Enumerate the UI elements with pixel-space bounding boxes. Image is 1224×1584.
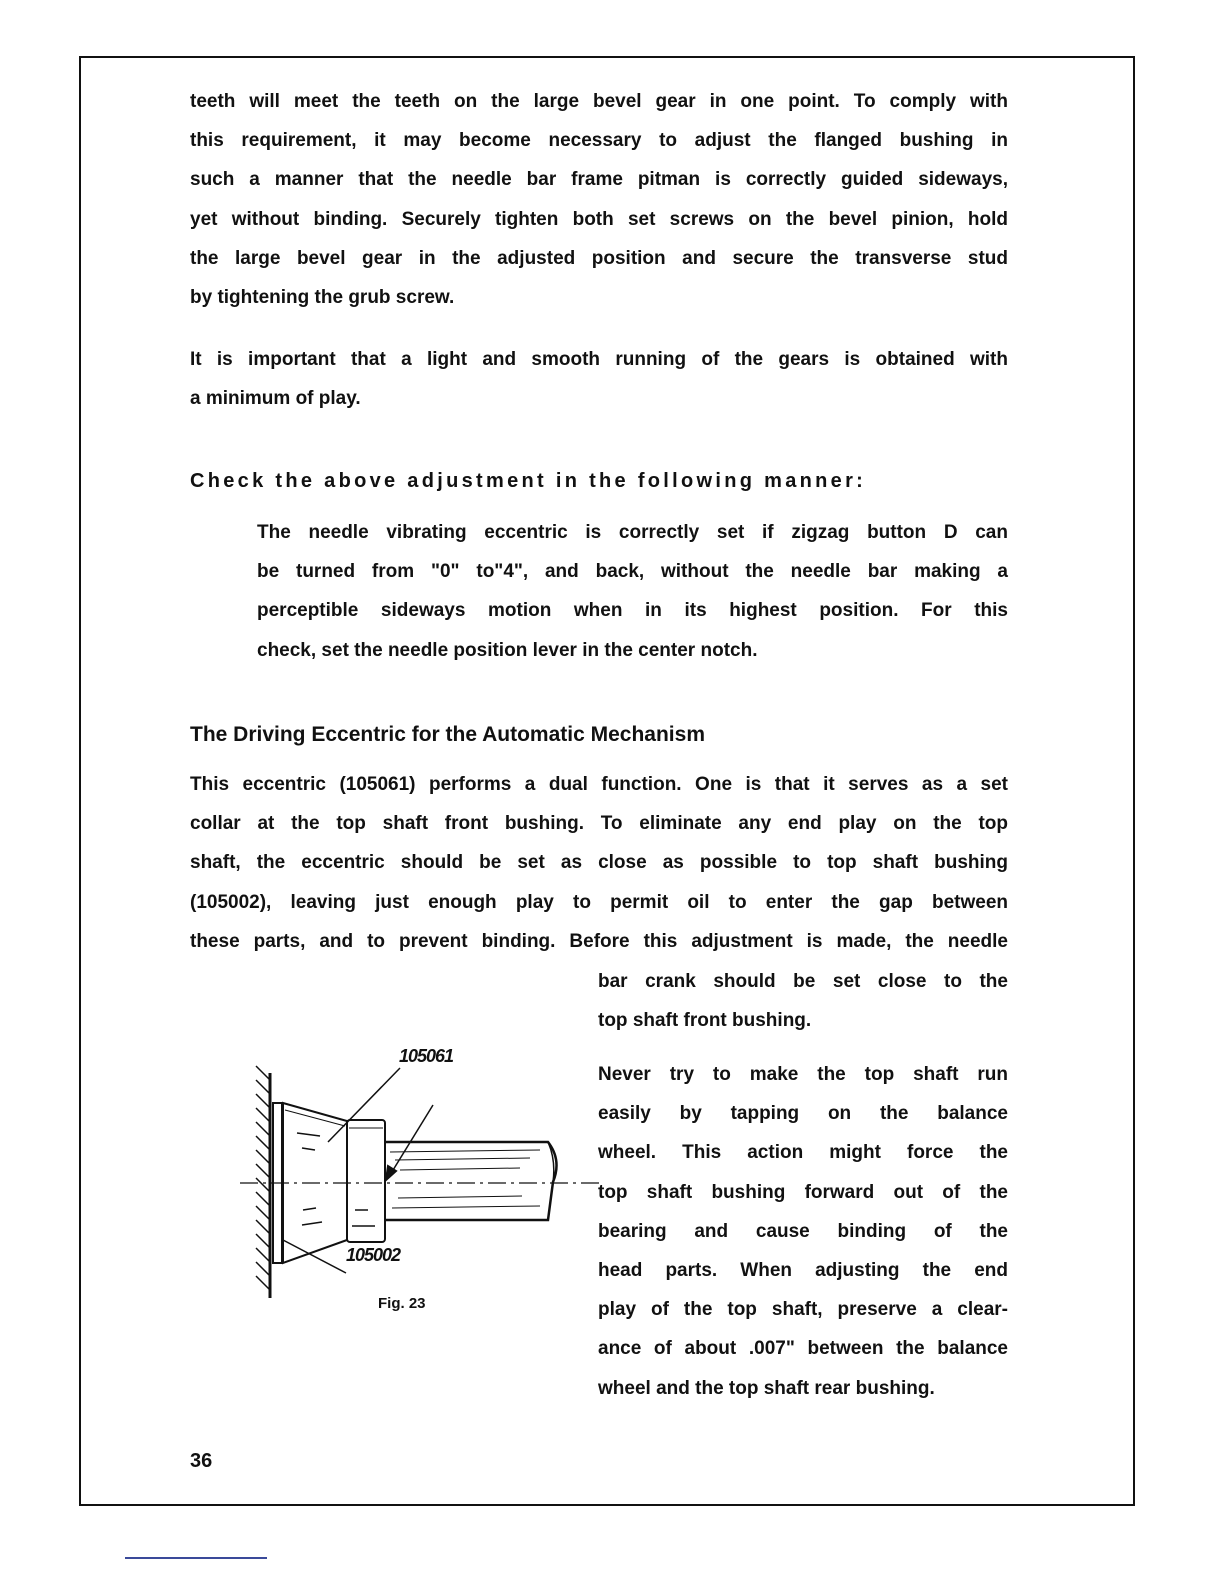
text-line: play of the top shaft, preserve a clear-	[598, 1299, 1008, 1321]
text-line: the large bevel gear in the adjusted position and secure the transverse stud	[190, 247, 1008, 269]
text-line: wheel and the top shaft rear bushing.	[598, 1377, 935, 1399]
figure-23-diagram	[230, 1040, 600, 1320]
text-line: ance of about .007" between the balance	[598, 1338, 1008, 1360]
figure-caption: Fig. 23	[378, 1295, 426, 1312]
paragraph-gear-adjustment	[190, 82, 1008, 317]
text-line: this requirement, it may become necessary to adjust the flanged bushing in	[190, 130, 1008, 152]
text-line: perceptible sideways motion when in its highest position. For this	[257, 600, 1008, 622]
leader-105061	[328, 1068, 400, 1142]
text-line: easily by tapping on the balance	[598, 1103, 1008, 1125]
section-heading: The Driving Eccentric for the Automatic Mechanism	[190, 723, 705, 746]
paragraph-needle-bar-crank	[598, 962, 1008, 1040]
text-line: teeth will meet the teeth on the large bevel gear in one point. To comply with	[190, 91, 1008, 112]
text-line: by tightening the grub screw.	[190, 286, 455, 308]
text-line: such a manner that the needle bar frame pitman is correctly guided sideways,	[190, 169, 1008, 191]
leader-105002	[283, 1240, 346, 1273]
text-line: top shaft front bushing.	[598, 1010, 812, 1032]
eccentric-collar	[347, 1120, 385, 1242]
paragraph-smooth-running	[190, 340, 1008, 418]
paragraph-eccentric-function	[190, 765, 1008, 961]
text-line: shaft, the eccentric should be set as close as possible to top shaft bushing	[190, 852, 1008, 874]
text-line: check, set the needle position lever in the center notch.	[257, 639, 758, 661]
paragraph-check-instructions	[257, 513, 1008, 670]
footer-rule	[125, 1557, 267, 1559]
text-line: Never try to make the top shaft run	[598, 1064, 1008, 1085]
text-line: head parts. When adjusting the end	[598, 1259, 1008, 1281]
wall-hatching	[256, 1066, 270, 1290]
text-line: collar at the top shaft front bushing. To eliminate any end play on the top	[190, 813, 1008, 835]
text-line: This eccentric (105061) performs a dual function. One is that it serves as a set	[190, 774, 1008, 795]
text-line: bearing and cause binding of the	[598, 1220, 1008, 1242]
text-line: top shaft bushing forward out of the	[598, 1181, 1008, 1203]
text-line: be turned from "0" to"4", and back, without the needle bar making a	[257, 561, 1008, 583]
text-line: these parts, and to prevent binding. Before this adjustment is made, the needle	[190, 930, 1008, 952]
text-line: yet without binding. Securely tighten both set screws on the bevel pinion, hold	[190, 208, 1008, 230]
text-line: a minimum of play.	[190, 388, 361, 410]
figure-label-105061: 105061	[399, 1046, 454, 1066]
top-shaft	[385, 1142, 557, 1220]
text-line: wheel. This action might force the	[598, 1142, 1008, 1164]
text-line: bar crank should be set close to the	[598, 971, 1008, 992]
paragraph-balance-wheel-warning	[598, 1055, 1008, 1408]
figure-label-105002: 105002	[346, 1245, 401, 1265]
check-heading: Check the above adjustment in the following manner:	[190, 470, 867, 492]
arrow-line	[390, 1105, 433, 1175]
text-line: It is important that a light and smooth running of the gears is obtained with	[190, 349, 1008, 370]
text-line: (105002), leaving just enough play to permit oil to enter the gap between	[190, 891, 1008, 913]
text-line: The needle vibrating eccentric is correctly set if zigzag button D can	[257, 522, 1008, 543]
page-number: 36	[190, 1450, 213, 1472]
